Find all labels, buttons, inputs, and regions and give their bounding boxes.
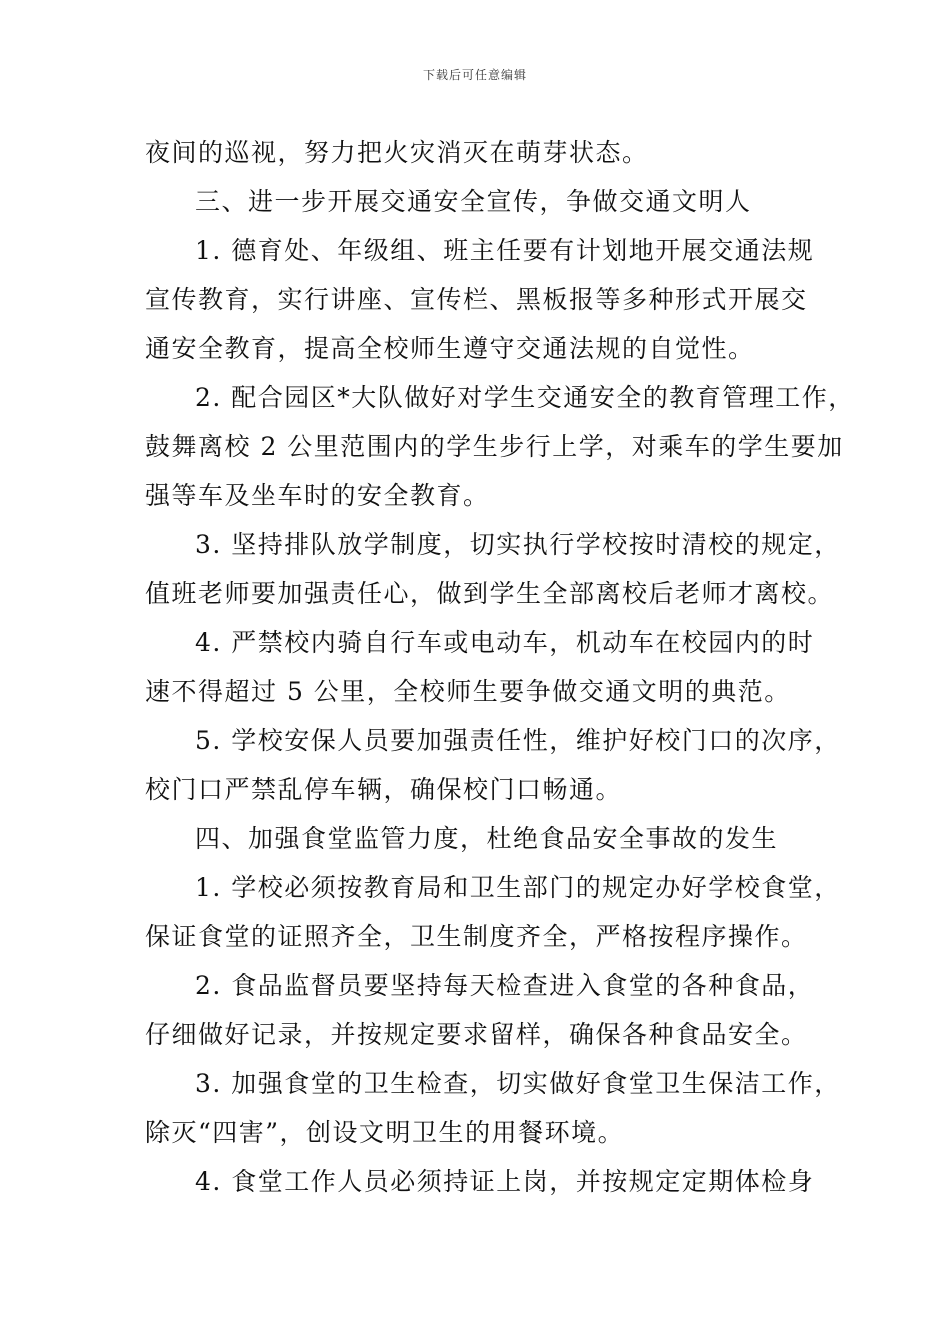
- text-line: 值班老师要加强责任心，做到学生全部离校后老师才离校。: [145, 579, 835, 608]
- text-line: 保证食堂的证照齐全，卫生制度齐全，严格按程序操作。: [145, 922, 808, 951]
- text-line: 3. 加强食堂的卫生检查，切实做好食堂卫生保洁工作，: [195, 1069, 841, 1098]
- text-line: 鼓舞离校 2 公里范围内的学生步行上学，对乘车的学生要加: [145, 432, 844, 461]
- page-header: 下载后可任意编辑: [422, 68, 527, 82]
- text-line: 仔细做好记录，并按规定要求留样，确保各种食品安全。: [145, 1020, 808, 1049]
- section-heading: 四、加强食堂监管力度，杜绝食品安全事故的发生: [195, 824, 779, 853]
- text-line: 通安全教育，提高全校师生遵守交通法规的自觉性。: [145, 334, 755, 363]
- section-heading: 三、进一步开展交通安全宣传，争做交通文明人: [195, 187, 752, 216]
- text-line: 2. 食品监督员要坚持每天检查进入食堂的各种食品，: [195, 971, 815, 1000]
- text-line: 宣传教育，实行讲座、宣传栏、黑板报等多种形式开展交: [145, 285, 808, 314]
- text-line: 4. 食堂工作人员必须持证上岗，并按规定定期体检身: [195, 1167, 815, 1196]
- text-line: 除灭“四害”，创设文明卫生的用餐环境。: [145, 1118, 625, 1147]
- document-body: [145, 128, 855, 1206]
- text-line: 5. 学校安保人员要加强责任性，维护好校门口的次序，: [195, 726, 841, 755]
- text-line: 夜间的巡视，努力把火灾消灭在萌芽状态。: [145, 138, 649, 167]
- text-line: 2. 配合园区*大队做好对学生交通安全的教育管理工作，: [195, 383, 855, 412]
- text-line: 4. 严禁校内骑自行车或电动车，机动车在校园内的时: [195, 628, 815, 657]
- text-line: 1. 德育处、年级组、班主任要有计划地开展交通法规: [195, 236, 815, 265]
- text-line: 校门口严禁乱停车辆，确保校门口畅通。: [145, 775, 623, 804]
- text-line: 强等车及坐车时的安全教育。: [145, 481, 490, 510]
- text-line: 3. 坚持排队放学制度，切实执行学校按时清校的规定，: [195, 530, 841, 559]
- text-line: 速不得超过 5 公里，全校师生要争做交通文明的典范。: [145, 677, 791, 706]
- text-line: 1. 学校必须按教育局和卫生部门的规定办好学校食堂，: [195, 873, 841, 902]
